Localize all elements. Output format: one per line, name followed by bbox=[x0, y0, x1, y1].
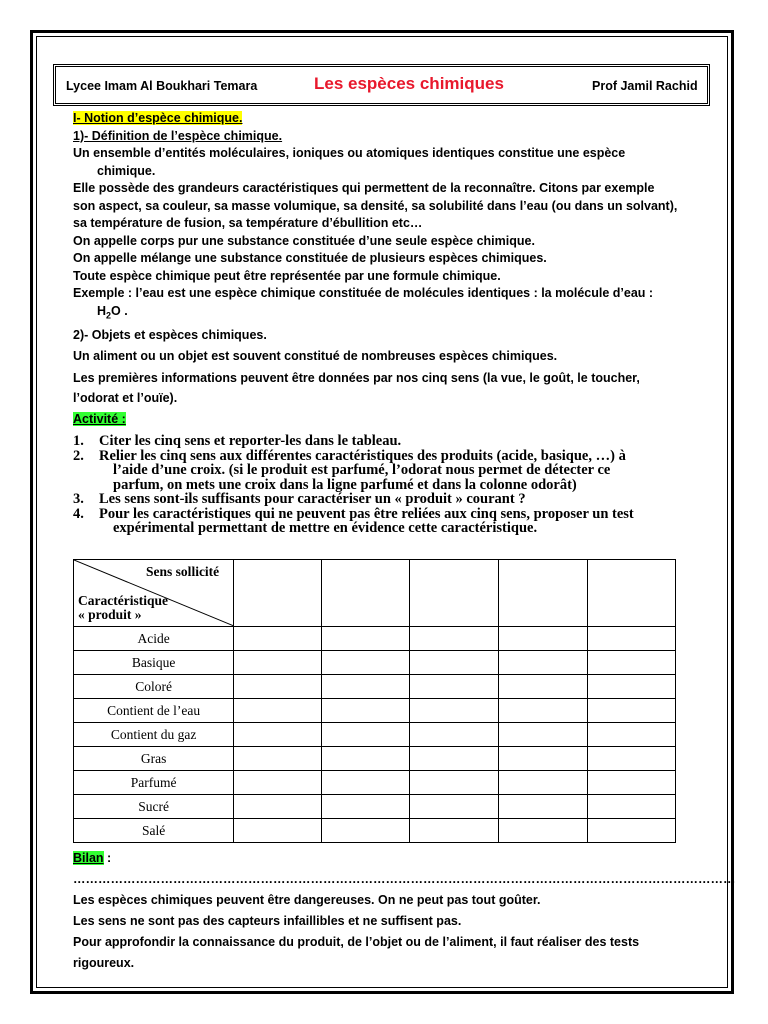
answer-cell[interactable] bbox=[234, 771, 321, 795]
page-title: Les espèces chimiques bbox=[314, 74, 504, 93]
characteristic-cell: Contient du gaz bbox=[74, 723, 234, 747]
answer-cell[interactable] bbox=[321, 819, 409, 843]
activity-item-number: 4. bbox=[73, 505, 84, 522]
answer-cell[interactable] bbox=[234, 627, 321, 651]
sense-column-5[interactable] bbox=[587, 560, 675, 627]
activity-item bbox=[73, 492, 723, 507]
answer-cell[interactable] bbox=[587, 747, 675, 771]
characteristic-cell: Contient de l’eau bbox=[74, 699, 234, 723]
answer-cell[interactable] bbox=[587, 819, 675, 843]
characteristic-cell: Coloré bbox=[74, 675, 234, 699]
activity-item bbox=[73, 507, 723, 522]
activity-item-number bbox=[73, 463, 99, 478]
activity-item-number: 3. bbox=[73, 491, 84, 507]
characteristic-cell: Basique bbox=[74, 651, 234, 675]
answer-cell[interactable] bbox=[409, 651, 498, 675]
table-row bbox=[74, 675, 676, 699]
table-row bbox=[74, 651, 676, 675]
section-heading: I- Notion d’espèce chimique. bbox=[73, 111, 243, 125]
answer-cell[interactable] bbox=[321, 651, 409, 675]
answer-cell[interactable] bbox=[499, 723, 587, 747]
answer-cell[interactable] bbox=[499, 771, 587, 795]
activity-item-number: 1. bbox=[73, 433, 84, 449]
characteristic-cell: Gras bbox=[74, 747, 234, 771]
activity-item bbox=[73, 478, 723, 493]
formula-text: Toute espèce chimique peut être représentée par une formule chimique. bbox=[73, 268, 501, 283]
activity-item bbox=[73, 449, 723, 464]
activity-item-number bbox=[73, 521, 99, 536]
characteristic-cell: Salé bbox=[74, 819, 234, 843]
table-row bbox=[74, 699, 676, 723]
answer-cell[interactable] bbox=[587, 627, 675, 651]
activity-item bbox=[73, 434, 723, 449]
answer-cell[interactable] bbox=[587, 723, 675, 747]
answer-cell[interactable] bbox=[587, 675, 675, 699]
bilan-dots: : …………………………………………………………………………………………………………………………………………… bbox=[73, 851, 736, 886]
bilan-label: Bilan bbox=[73, 851, 104, 865]
activity-item bbox=[73, 521, 723, 536]
activity-item-text: l’aide d’une croix. (si le produit est parfumé, l’odorat nous permet de détecter ce bbox=[113, 462, 611, 478]
table-row bbox=[74, 627, 676, 651]
activity-item bbox=[73, 463, 723, 478]
activity-item-text: Pour les caractéristiques qui ne peuvent pas être reliées aux cinq sens, proposer un test bbox=[99, 505, 634, 522]
bilan-line-1: Les espèces chimiques peuvent être dangereuses. On ne peut pas tout goûter. bbox=[73, 893, 541, 907]
bilan-line-3: Pour approfondir la connaissance du produit, de l’objet ou de l’aliment, il faut réaliser des tests bbox=[73, 935, 640, 949]
activity-item-text: Citer les cinq sens et reporter-les dans le tableau. bbox=[99, 433, 402, 449]
answer-cell[interactable] bbox=[409, 819, 498, 843]
activity-item-text: Les sens sont-ils suffisants pour caractériser un « produit » courant ? bbox=[99, 491, 526, 507]
activity-item-number bbox=[73, 478, 99, 493]
answer-cell[interactable] bbox=[409, 699, 498, 723]
answer-cell[interactable] bbox=[587, 771, 675, 795]
answer-cell[interactable] bbox=[587, 651, 675, 675]
bilan-section bbox=[73, 848, 736, 974]
teacher-name: Prof Jamil Rachid bbox=[592, 79, 698, 93]
example-text: Exemple : l’eau est une espèce chimique constituée de molécules identiques : la molécule d’eau : bbox=[73, 286, 654, 300]
answer-cell[interactable] bbox=[587, 699, 675, 723]
answer-cell[interactable] bbox=[409, 795, 498, 819]
answer-cell[interactable] bbox=[234, 747, 321, 771]
senses-text-cont: l’odorat et l’ouïe). bbox=[73, 391, 178, 405]
characteristic-cell: Sucré bbox=[74, 795, 234, 819]
answer-cell[interactable] bbox=[587, 795, 675, 819]
answer-cell[interactable] bbox=[499, 819, 587, 843]
answer-cell[interactable] bbox=[234, 819, 321, 843]
header-car-line1: Caractéristique bbox=[78, 593, 168, 608]
senses-text: Les premières informations peuvent être données par nos cinq sens (la vue, le goût, le toucher, bbox=[73, 370, 640, 385]
activity-list bbox=[73, 434, 723, 536]
answer-cell[interactable] bbox=[321, 675, 409, 699]
answer-cell[interactable] bbox=[409, 723, 498, 747]
formula-o: O . bbox=[111, 303, 128, 318]
answer-cell[interactable] bbox=[409, 675, 498, 699]
characteristic-cell: Parfumé bbox=[74, 771, 234, 795]
school-name: Lycee Imam Al Boukhari Temara bbox=[66, 79, 258, 93]
subsection-definition: 1)- Définition de l’espèce chimique. bbox=[73, 128, 283, 143]
characteristics-text-3: sa température de fusion, sa température d’ébullition etc… bbox=[73, 216, 423, 230]
bilan-line-2: Les sens ne sont pas des capteurs infaillibles et ne suffisent pas. bbox=[73, 914, 462, 928]
header-sens: Sens sollicité bbox=[146, 564, 220, 579]
answer-cell[interactable] bbox=[234, 651, 321, 675]
activity-item-text: Relier les cinq sens aux différentes caractéristiques des produits (acide, basique, …) à bbox=[99, 447, 626, 464]
activity-item-number: 2. bbox=[73, 447, 84, 464]
table-header-diagonal-cell bbox=[74, 560, 234, 627]
answer-cell[interactable] bbox=[321, 627, 409, 651]
table-row bbox=[74, 747, 676, 771]
senses-table bbox=[73, 559, 676, 843]
table-row bbox=[74, 771, 676, 795]
water-formula bbox=[73, 303, 723, 325]
formula-h: H bbox=[97, 303, 107, 318]
answer-cell[interactable] bbox=[499, 747, 587, 771]
answer-cell[interactable] bbox=[321, 771, 409, 795]
formula-subscript: 2 bbox=[106, 310, 112, 320]
definition-text: Un ensemble d’entités moléculaires, ioniques ou atomiques identiques constitue une espèce bbox=[73, 146, 626, 160]
mixture-text: On appelle mélange une substance constituée de plusieurs espèces chimiques. bbox=[73, 251, 547, 265]
table-row bbox=[74, 795, 676, 819]
answer-cell[interactable] bbox=[499, 699, 587, 723]
subsection-objects: 2)- Objets et espèces chimiques. bbox=[73, 327, 267, 342]
answer-cell[interactable] bbox=[234, 675, 321, 699]
answer-cell[interactable] bbox=[321, 699, 409, 723]
answer-cell[interactable] bbox=[409, 747, 498, 771]
answer-cell[interactable] bbox=[409, 627, 498, 651]
answer-cell[interactable] bbox=[499, 675, 587, 699]
answer-cell[interactable] bbox=[499, 627, 587, 651]
pure-body-text: On appelle corps pur une substance constituée d’une seule espèce chimique. bbox=[73, 233, 535, 248]
table-row bbox=[74, 723, 676, 747]
lesson-content bbox=[73, 110, 723, 536]
answer-cell[interactable] bbox=[321, 747, 409, 771]
header-caracteristique bbox=[78, 594, 168, 622]
activity-item-text: parfum, on mets une croix dans la ligne parfumé et dans la colonne odorât) bbox=[113, 476, 577, 493]
answer-cell[interactable] bbox=[234, 723, 321, 747]
sense-column-1[interactable] bbox=[234, 560, 321, 627]
answer-cell[interactable] bbox=[499, 795, 587, 819]
answer-cell[interactable] bbox=[234, 699, 321, 723]
characteristic-cell: Acide bbox=[74, 627, 234, 651]
answer-cell[interactable] bbox=[321, 795, 409, 819]
bilan-line-3-cont: rigoureux. bbox=[73, 956, 135, 970]
answer-cell[interactable] bbox=[409, 771, 498, 795]
answer-cell[interactable] bbox=[499, 651, 587, 675]
answer-cell[interactable] bbox=[321, 723, 409, 747]
table-header-row bbox=[74, 560, 676, 627]
answer-cell[interactable] bbox=[234, 795, 321, 819]
objects-text: Un aliment ou un objet est souvent constitué de nombreuses espèces chimiques. bbox=[73, 349, 558, 363]
activity-label: Activité : bbox=[73, 411, 126, 426]
activity-item-text: expérimental permettant de mettre en évidence cette caractéristique. bbox=[113, 520, 538, 536]
header-box bbox=[53, 64, 710, 106]
characteristics-text-2: son aspect, sa couleur, sa masse volumique, sa densité, sa solubilité dans l’eau (ou dans un solvant), bbox=[73, 198, 678, 213]
header-car-line2: « produit » bbox=[78, 607, 142, 622]
characteristics-text: Elle possède des grandeurs caractéristiques qui permettent de la reconnaître. Citons par exemple bbox=[73, 181, 655, 195]
sense-column-3[interactable] bbox=[409, 560, 498, 627]
definition-text-cont: chimique. bbox=[97, 163, 156, 178]
sense-column-4[interactable] bbox=[499, 560, 587, 627]
table-row bbox=[74, 819, 676, 843]
sense-column-2[interactable] bbox=[321, 560, 409, 627]
